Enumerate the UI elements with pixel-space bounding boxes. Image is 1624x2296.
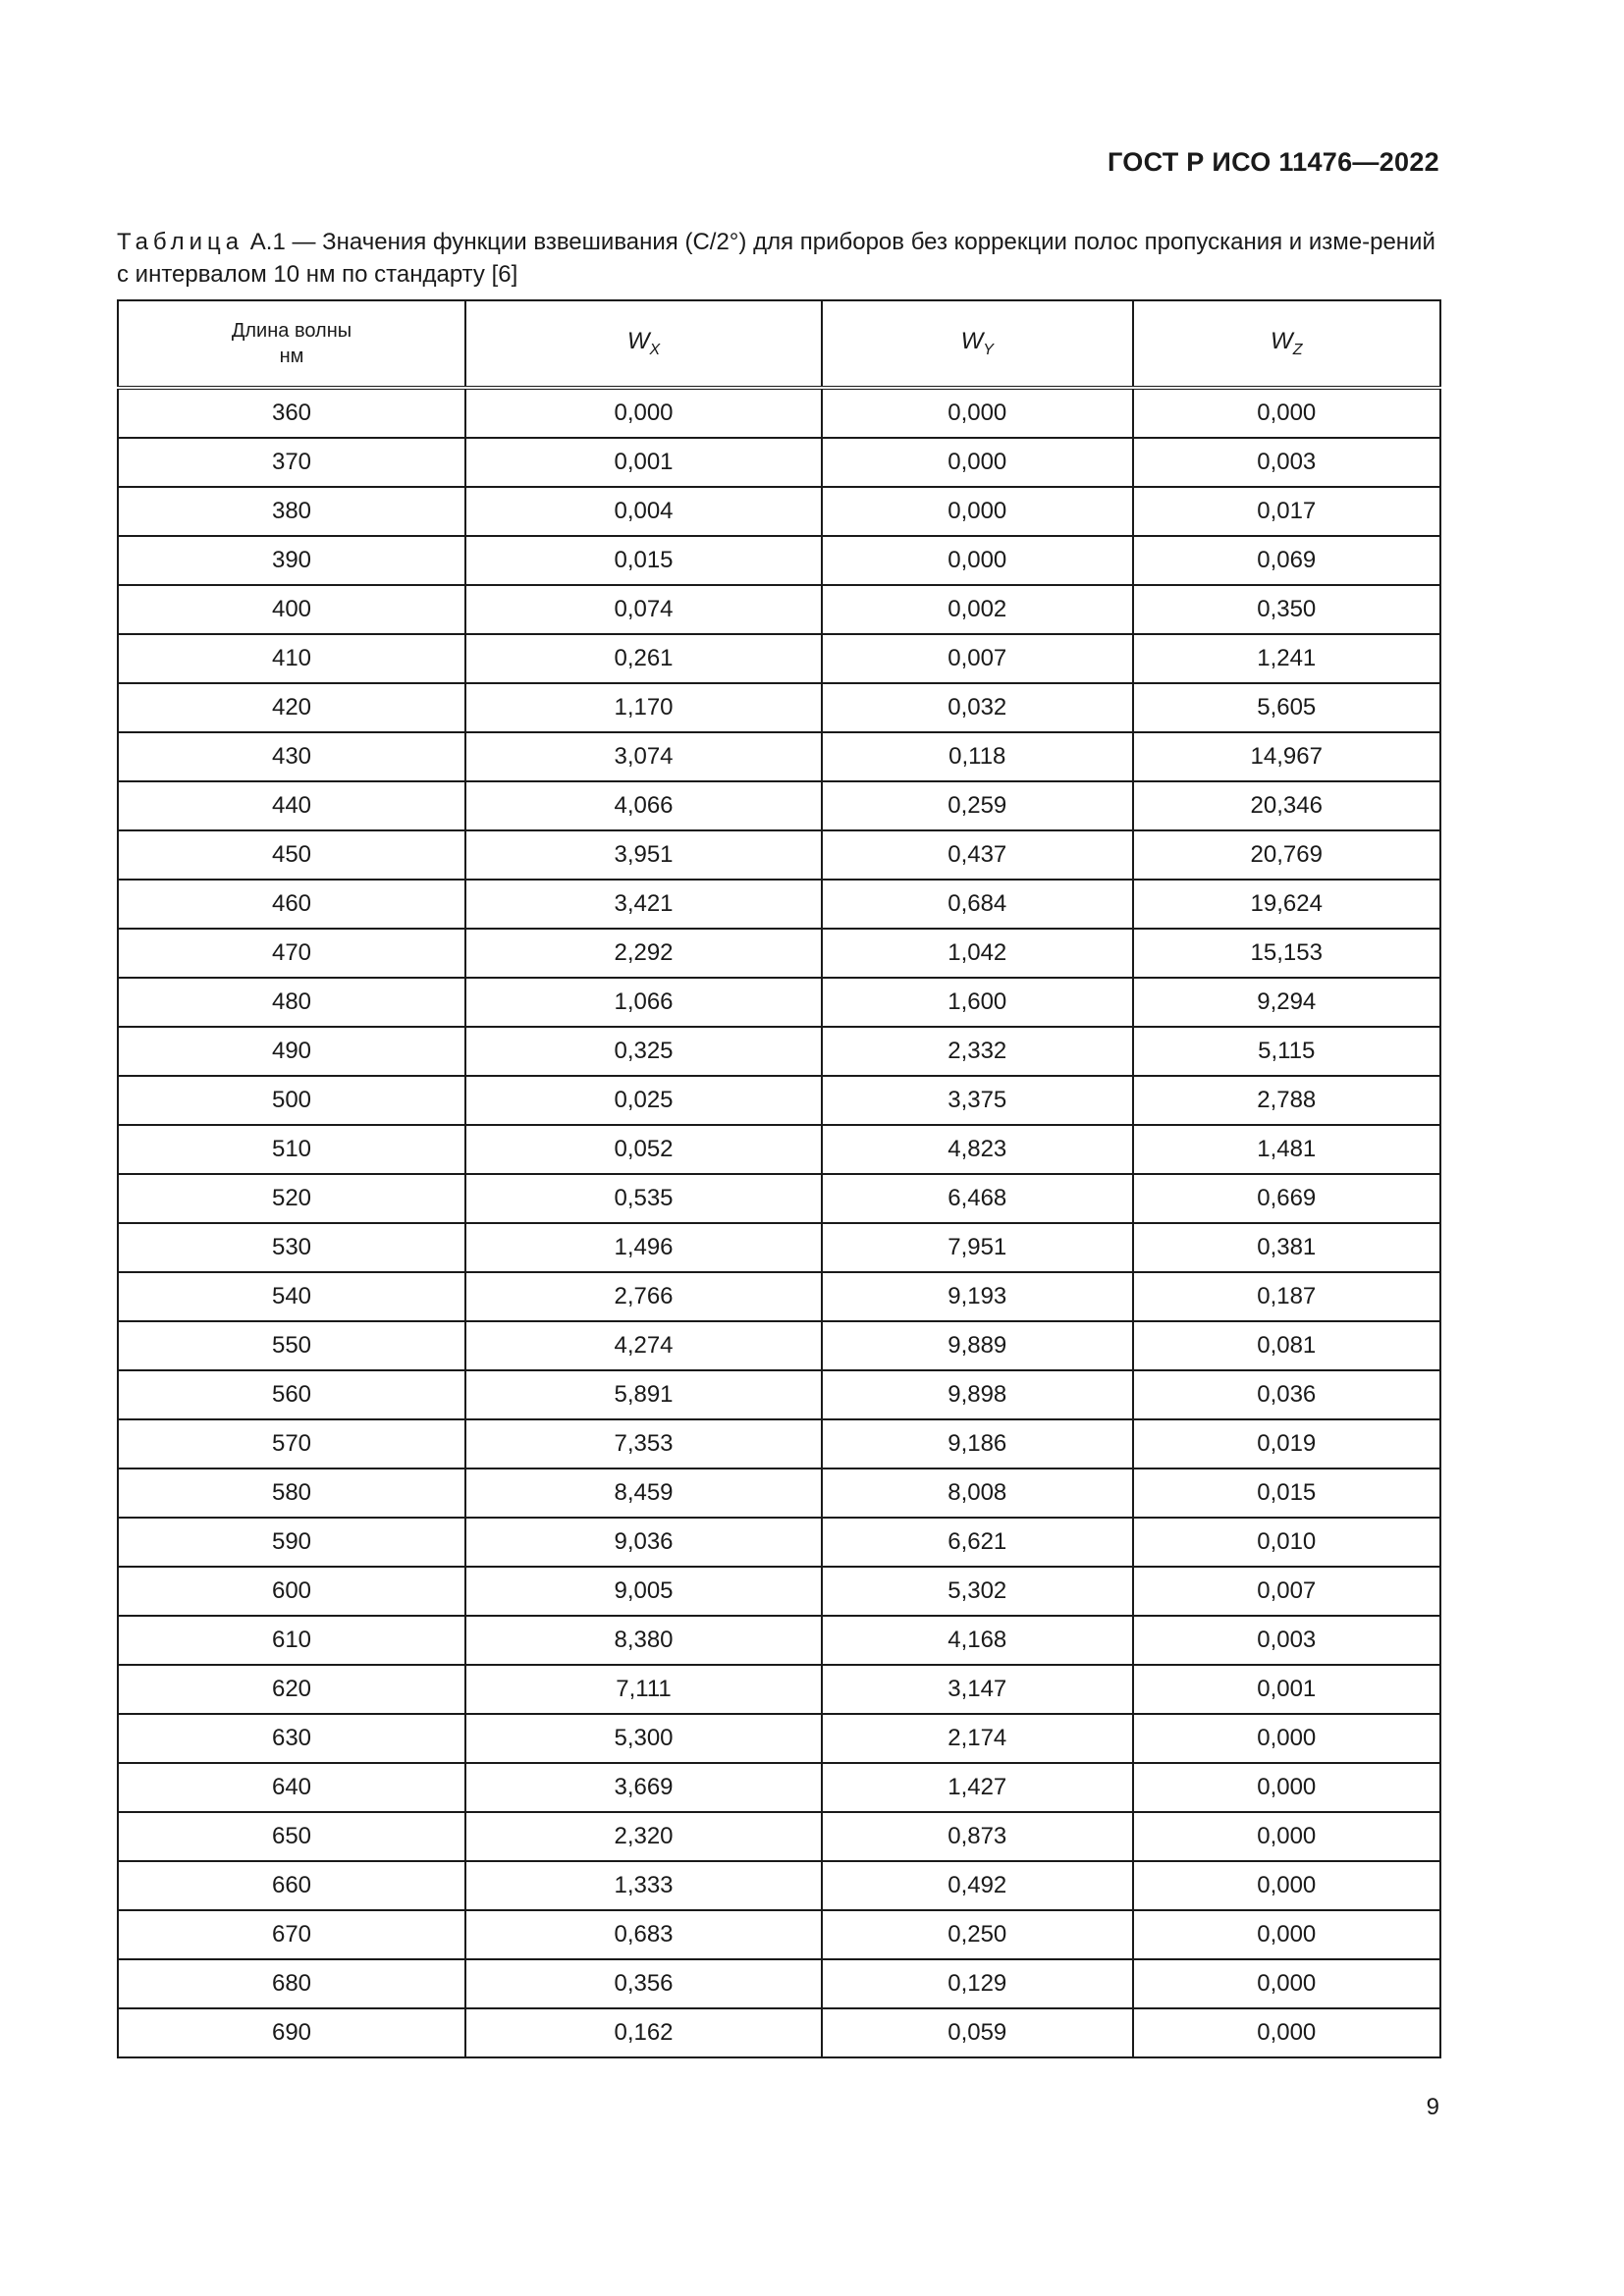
wy-cell: 0,007: [822, 634, 1133, 683]
table-row: [118, 1370, 1440, 1419]
wz-cell: 1,241: [1133, 634, 1441, 683]
wz-symbol: $W_Z$: [1271, 328, 1303, 358]
wx-cell: 0,356: [465, 1959, 822, 2008]
wy-cell: 0,000: [822, 388, 1133, 438]
wavelength-cell: 540: [118, 1272, 465, 1321]
wx-cell: 3,074: [465, 732, 822, 781]
wx-cell: 7,353: [465, 1419, 822, 1468]
wx-cell: 0,535: [465, 1174, 822, 1223]
wavelength-cell: 640: [118, 1763, 465, 1812]
wz-cell: 0,036: [1133, 1370, 1441, 1419]
wx-cell: 5,300: [465, 1714, 822, 1763]
table-row: [118, 2008, 1440, 2057]
wz-cell: 0,015: [1133, 1468, 1441, 1518]
wx-cell: 0,162: [465, 2008, 822, 2057]
wx-cell: 8,380: [465, 1616, 822, 1665]
wz-cell: 20,769: [1133, 830, 1441, 880]
wz-cell: 0,001: [1133, 1665, 1441, 1714]
wavelength-cell: 500: [118, 1076, 465, 1125]
wy-cell: 8,008: [822, 1468, 1133, 1518]
wavelength-cell: 450: [118, 830, 465, 880]
wy-cell: 0,259: [822, 781, 1133, 830]
table-row: [118, 388, 1440, 438]
wy-cell: 0,873: [822, 1812, 1133, 1861]
wavelength-cell: 530: [118, 1223, 465, 1272]
wavelength-cell: 560: [118, 1370, 465, 1419]
wavelength-cell: 390: [118, 536, 465, 585]
table-row: [118, 585, 1440, 634]
wavelength-cell: 660: [118, 1861, 465, 1910]
wy-cell: 0,492: [822, 1861, 1133, 1910]
wavelength-cell: 420: [118, 683, 465, 732]
wavelength-cell: 470: [118, 929, 465, 978]
wavelength-cell: 380: [118, 487, 465, 536]
wy-cell: 7,951: [822, 1223, 1133, 1272]
table-row: [118, 978, 1440, 1027]
wx-cell: 3,669: [465, 1763, 822, 1812]
table-row: [118, 1959, 1440, 2008]
wy-cell: 6,468: [822, 1174, 1133, 1223]
table-body: [118, 388, 1440, 2057]
wy-cell: 5,302: [822, 1567, 1133, 1616]
table-row: [118, 1174, 1440, 1223]
wy-cell: 1,427: [822, 1763, 1133, 1812]
wavelength-cell: 490: [118, 1027, 465, 1076]
wy-cell: 0,059: [822, 2008, 1133, 2057]
wx-cell: 0,001: [465, 438, 822, 487]
table-row: [118, 634, 1440, 683]
document-id: ГОСТ Р ИСО 11476—2022: [1108, 147, 1439, 177]
wx-cell: 4,274: [465, 1321, 822, 1370]
wz-cell: 0,000: [1133, 1959, 1441, 2008]
table-row: [118, 438, 1440, 487]
wx-cell: 0,261: [465, 634, 822, 683]
wx-cell: 0,004: [465, 487, 822, 536]
wz-cell: 0,000: [1133, 1812, 1441, 1861]
wx-cell: 3,951: [465, 830, 822, 880]
wz-cell: 0,069: [1133, 536, 1441, 585]
wx-cell: 1,333: [465, 1861, 822, 1910]
wx-cell: 7,111: [465, 1665, 822, 1714]
wx-cell: 1,496: [465, 1223, 822, 1272]
wavelength-cell: 480: [118, 978, 465, 1027]
page-number: 9: [1426, 2094, 1439, 2120]
wz-cell: 15,153: [1133, 929, 1441, 978]
wz-cell: 0,081: [1133, 1321, 1441, 1370]
table-row: [118, 1321, 1440, 1370]
table-row: [118, 781, 1440, 830]
wz-cell: 0,187: [1133, 1272, 1441, 1321]
wx-cell: 2,766: [465, 1272, 822, 1321]
wz-cell: 20,346: [1133, 781, 1441, 830]
wy-cell: 0,000: [822, 536, 1133, 585]
wy-cell: 0,129: [822, 1959, 1133, 2008]
wy-cell: 6,621: [822, 1518, 1133, 1567]
wz-cell: 0,000: [1133, 2008, 1441, 2057]
wy-cell: 3,147: [822, 1665, 1133, 1714]
table-caption: [117, 226, 1442, 291]
table-row: [118, 1272, 1440, 1321]
wavelength-cell: 400: [118, 585, 465, 634]
wz-cell: 1,481: [1133, 1125, 1441, 1174]
table-row: [118, 1419, 1440, 1468]
wavelength-cell: 460: [118, 880, 465, 929]
caption-text: А.1 — Значения функции взвешивания (С/2°) для приборов без коррекции полос пропускания и изме-рений с интервалом 10 нм по стандарту [6]: [117, 229, 1435, 288]
wy-cell: 9,889: [822, 1321, 1133, 1370]
wy-cell: 0,684: [822, 880, 1133, 929]
wy-cell: 4,168: [822, 1616, 1133, 1665]
wx-cell: 0,015: [465, 536, 822, 585]
wz-cell: 5,115: [1133, 1027, 1441, 1076]
wy-cell: 2,332: [822, 1027, 1133, 1076]
wz-cell: 0,000: [1133, 1714, 1441, 1763]
wx-cell: 0,325: [465, 1027, 822, 1076]
wx-cell: 0,683: [465, 1910, 822, 1959]
wy-cell: 0,000: [822, 487, 1133, 536]
wavelength-cell: 650: [118, 1812, 465, 1861]
wx-cell: 0,074: [465, 585, 822, 634]
wx-cell: 8,459: [465, 1468, 822, 1518]
wz-cell: 0,000: [1133, 1861, 1441, 1910]
column-header-wavelength: [118, 300, 465, 388]
wx-cell: 0,000: [465, 388, 822, 438]
wavelength-label: Длина волны: [231, 320, 352, 342]
wz-cell: 0,007: [1133, 1567, 1441, 1616]
wavelength-cell: 580: [118, 1468, 465, 1518]
column-header-wz: [1133, 300, 1441, 388]
wy-cell: 0,032: [822, 683, 1133, 732]
wx-cell: 4,066: [465, 781, 822, 830]
wy-cell: 9,186: [822, 1419, 1133, 1468]
wx-cell: 3,421: [465, 880, 822, 929]
wz-cell: 0,350: [1133, 585, 1441, 634]
table-row: [118, 1910, 1440, 1959]
wz-cell: 2,788: [1133, 1076, 1441, 1125]
wx-cell: 2,292: [465, 929, 822, 978]
wavelength-cell: 630: [118, 1714, 465, 1763]
table-row: [118, 1076, 1440, 1125]
wx-cell: 1,170: [465, 683, 822, 732]
wz-cell: 0,000: [1133, 388, 1441, 438]
wx-cell: 9,005: [465, 1567, 822, 1616]
table-row: [118, 1223, 1440, 1272]
table-row: [118, 1763, 1440, 1812]
wavelength-cell: 440: [118, 781, 465, 830]
wavelength-cell: 510: [118, 1125, 465, 1174]
wx-symbol: $W_X$: [626, 328, 661, 358]
table-row: [118, 1567, 1440, 1616]
table-row: [118, 830, 1440, 880]
column-header-wx: [465, 300, 822, 388]
wavelength-cell: 370: [118, 438, 465, 487]
table-row: [118, 1616, 1440, 1665]
wx-cell: 2,320: [465, 1812, 822, 1861]
wz-cell: 0,003: [1133, 1616, 1441, 1665]
table-row: [118, 732, 1440, 781]
wy-cell: 1,600: [822, 978, 1133, 1027]
wy-symbol: $W_Y$: [960, 328, 994, 358]
table-row: [118, 880, 1440, 929]
wz-cell: 0,003: [1133, 438, 1441, 487]
wavelength-cell: 430: [118, 732, 465, 781]
table-row: [118, 929, 1440, 978]
wx-cell: 0,052: [465, 1125, 822, 1174]
weighting-function-table: [117, 299, 1441, 2058]
wx-cell: 0,025: [465, 1076, 822, 1125]
table-row: [118, 536, 1440, 585]
wz-cell: 0,017: [1133, 487, 1441, 536]
wavelength-unit: нм: [279, 346, 304, 367]
wz-cell: 19,624: [1133, 880, 1441, 929]
wy-cell: 0,002: [822, 585, 1133, 634]
wavelength-cell: 620: [118, 1665, 465, 1714]
wy-cell: 2,174: [822, 1714, 1133, 1763]
wavelength-cell: 690: [118, 2008, 465, 2057]
wx-cell: 1,066: [465, 978, 822, 1027]
table-row: [118, 1812, 1440, 1861]
wy-cell: 0,118: [822, 732, 1133, 781]
wz-cell: 0,000: [1133, 1910, 1441, 1959]
wy-cell: 9,898: [822, 1370, 1133, 1419]
wy-cell: 1,042: [822, 929, 1133, 978]
wy-cell: 4,823: [822, 1125, 1133, 1174]
table-header-row: [118, 300, 1440, 388]
wz-cell: 9,294: [1133, 978, 1441, 1027]
wz-cell: 5,605: [1133, 683, 1441, 732]
wavelength-cell: 680: [118, 1959, 465, 2008]
wavelength-cell: 550: [118, 1321, 465, 1370]
wz-cell: 0,669: [1133, 1174, 1441, 1223]
table-row: [118, 1714, 1440, 1763]
wavelength-cell: 610: [118, 1616, 465, 1665]
wavelength-cell: 410: [118, 634, 465, 683]
table-row: [118, 1665, 1440, 1714]
wz-cell: 0,000: [1133, 1763, 1441, 1812]
table-row: [118, 1861, 1440, 1910]
wz-cell: 14,967: [1133, 732, 1441, 781]
wy-cell: 0,000: [822, 438, 1133, 487]
table-row: [118, 683, 1440, 732]
table-row: [118, 487, 1440, 536]
wy-cell: 3,375: [822, 1076, 1133, 1125]
table-row: [118, 1125, 1440, 1174]
wavelength-cell: 590: [118, 1518, 465, 1567]
wz-cell: 0,381: [1133, 1223, 1441, 1272]
wx-cell: 9,036: [465, 1518, 822, 1567]
wy-cell: 0,250: [822, 1910, 1133, 1959]
table-row: [118, 1027, 1440, 1076]
wavelength-cell: 670: [118, 1910, 465, 1959]
wy-cell: 9,193: [822, 1272, 1133, 1321]
caption-label: Таблица: [117, 229, 244, 255]
table-row: [118, 1468, 1440, 1518]
table-row: [118, 1518, 1440, 1567]
wavelength-cell: 360: [118, 388, 465, 438]
wavelength-cell: 520: [118, 1174, 465, 1223]
wx-cell: 5,891: [465, 1370, 822, 1419]
wz-cell: 0,019: [1133, 1419, 1441, 1468]
wavelength-cell: 600: [118, 1567, 465, 1616]
wy-cell: 0,437: [822, 830, 1133, 880]
wavelength-cell: 570: [118, 1419, 465, 1468]
column-header-wy: [822, 300, 1133, 388]
wz-cell: 0,010: [1133, 1518, 1441, 1567]
